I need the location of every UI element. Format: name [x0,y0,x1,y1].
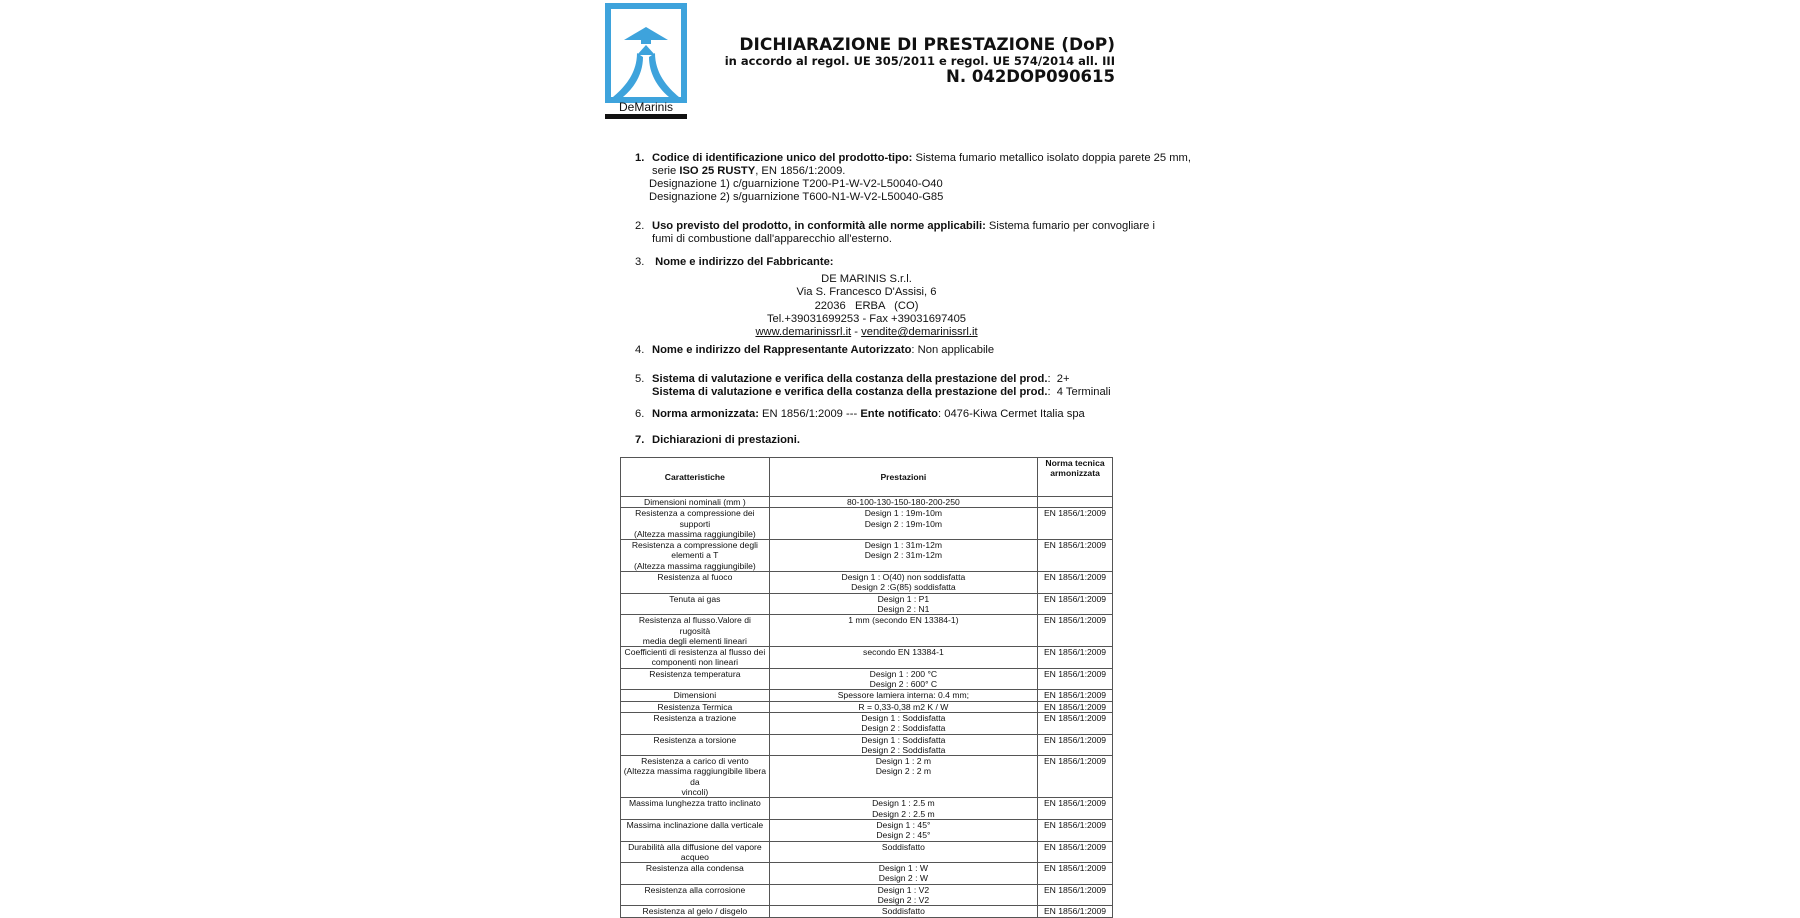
standard-cell: EN 1856/1:2009 [1038,540,1113,572]
performance-cell: R = 0,33-0,38 m2 K / W [769,701,1037,712]
table-row [621,615,1113,647]
standard-cell: EN 1856/1:2009 [1038,863,1113,885]
performance-cell: Soddisfatto [769,841,1037,863]
section-label: Sistema di valutazione e verifica della costanza della prestazione del prod. [652,386,1048,398]
table-row [621,734,1113,756]
street: Via S. Francesco D'Assisi, 6 [796,286,937,299]
table-row [621,756,1113,798]
section-text: serie [652,165,680,177]
performance-cell: Design 1 : Soddisfatta Design 2 : Soddisfatta [769,734,1037,756]
document-title: DICHIARAZIONE DI PRESTAZIONE (DoP) [739,35,1115,55]
product-series: ISO 25 RUSTY [679,165,756,177]
table-row [621,572,1113,594]
section-text: fumi di combustione dall'apparecchio all'esterno. [652,233,892,245]
characteristic-cell: Durabilità alla diffusione del vapore acqueo [621,841,770,863]
table-row [621,863,1113,885]
table-row [621,798,1113,820]
table-row [621,884,1113,906]
section-text: EN 1856/1:2009 --- [758,408,861,420]
table-row [621,668,1113,690]
standard-cell [1038,497,1113,508]
performance-cell: Design 1 : 2 m Design 2 : 2 m [769,756,1037,798]
performance-cell: Soddisfatto [769,906,1037,917]
characteristic-cell: Resistenza a carico di vento (Altezza massima raggiungibile libera da vincoli) [621,756,770,798]
performance-cell: Design 1 : 31m-12m Design 2 : 31m-12m [769,540,1037,572]
performance-cell: Design 1 : 2.5 m Design 2 : 2.5 m [769,798,1037,820]
table-row [621,647,1113,669]
section-label: Norma armonizzata: [652,408,759,420]
section-3 [635,256,834,269]
section-4 [635,344,994,357]
characteristic-cell: Resistenza alla condensa [621,863,770,885]
standard-cell: EN 1856/1:2009 [1038,734,1113,756]
city: 22036 ERBA (CO) [814,299,919,312]
phone-fax: Tel.+39031699253 - Fax +39031697405 [766,312,967,325]
section-number: 6. [635,408,645,420]
section-text: : 4 Terminali [1047,386,1111,398]
characteristic-cell: Resistenza al gelo / disgelo [621,906,770,917]
section-label: Codice di identificazione unico del prodotto-tipo: [652,152,913,164]
table-row [621,712,1113,734]
characteristic-cell: Massima inclinazione dalla verticale [621,819,770,841]
table-row [621,497,1113,508]
section-label: Nome e indirizzo del Fabbricante: [655,256,834,268]
standard-cell: EN 1856/1:2009 [1038,615,1113,647]
characteristic-cell: Dimensioni nominali (mm ) [621,497,770,508]
table-row [621,819,1113,841]
table-row [621,906,1113,917]
section-label: Dichiarazioni di prestazioni. [652,434,800,446]
characteristic-cell: Massima lunghezza tratto inclinato [621,798,770,820]
section-text: : 2+ [1047,373,1070,385]
section-label: Sistema di valutazione e verifica della costanza della prestazione del prod. [652,373,1048,385]
performance-cell: Design 1 : Soddisfatta Design 2 : Soddisfatta [769,712,1037,734]
performance-cell: secondo EN 13384-1 [769,647,1037,669]
section-number: 1. [635,152,645,164]
performance-cell: 1 mm (secondo EN 13384-1) [769,615,1037,647]
document-subtitle: in accordo al regol. UE 305/2011 e regol. UE 574/2014 all. III [724,54,1115,68]
table-row [621,508,1113,540]
section-text: , EN 1856/1:2009. [755,165,846,177]
section-text: Sistema fumario per convogliare i [985,220,1155,232]
table-row [621,540,1113,572]
column-header: Norma tecnica armonizzata [1038,458,1113,497]
company-name: DE MARINIS S.r.l. [821,273,912,285]
standard-cell: EN 1856/1:2009 [1038,593,1113,615]
table-row [621,593,1113,615]
designation-1: Designazione 1) c/guarnizione T200-P1-W-V2-L50040-O40 [649,178,943,190]
characteristic-cell: Resistenza a compressione degli elementi a T (Altezza massima raggiungibile) [621,540,770,572]
email-link[interactable]: vendite@demarinissrl.it [861,326,978,339]
section-number: 5. [635,373,645,385]
table-row [621,701,1113,712]
performance-cell: Design 1 : V2 Design 2 : V2 [769,884,1037,906]
section-number: 3. [635,256,645,268]
standard-cell: EN 1856/1:2009 [1038,906,1113,917]
demarinis-logo [605,3,687,119]
characteristic-cell: Dimensioni [621,690,770,701]
performance-cell: Design 1 : 19m-10m Design 2 : 19m-10m [769,508,1037,540]
section-label: Ente notificato [860,408,939,420]
standard-cell: EN 1856/1:2009 [1038,508,1113,540]
section-number: 7. [635,434,645,446]
section-label: Nome e indirizzo del Rappresentante Autorizzato [652,344,912,356]
section-7 [635,434,800,447]
section-6 [635,408,1085,421]
performance-cell: Design 1 : W Design 2 : W [769,863,1037,885]
section-number: 4. [635,344,645,356]
standard-cell: EN 1856/1:2009 [1038,798,1113,820]
section-text: Sistema fumario metallico isolato doppia parete 25 mm, [912,152,1191,164]
characteristic-cell: Resistenza alla corrosione [621,884,770,906]
section-number: 2. [635,220,645,232]
column-header: Caratteristiche [621,458,770,497]
standard-cell: EN 1856/1:2009 [1038,668,1113,690]
section-1 [635,152,1191,204]
standard-cell: EN 1856/1:2009 [1038,712,1113,734]
separator: - [851,326,862,339]
characteristic-cell: Coefficienti di resistenza al flusso dei componenti non lineari [621,647,770,669]
document-number: N. 042DOP090615 [946,67,1115,86]
performance-cell: Spessore lamiera interna: 0.4 mm; [769,690,1037,701]
performance-cell: Design 1 : O(40) non soddisfatta Design 2 :G(85) soddisfatta [769,572,1037,594]
performance-cell: Design 1 : 45° Design 2 : 45° [769,819,1037,841]
characteristic-cell: Resistenza a compressione dei supporti (Altezza massima raggiungibile) [621,508,770,540]
characteristic-cell: Resistenza a trazione [621,712,770,734]
characteristic-cell: Resistenza a torsione [621,734,770,756]
characteristic-cell: Tenuta ai gas [621,593,770,615]
table-row [621,690,1113,701]
standard-cell: EN 1856/1:2009 [1038,701,1113,712]
standard-cell: EN 1856/1:2009 [1038,884,1113,906]
performance-cell: Design 1 : 200 °C Design 2 : 600° C [769,668,1037,690]
section-label: Uso previsto del prodotto, in conformità alle norme applicabili: [652,220,986,232]
standard-cell: EN 1856/1:2009 [1038,756,1113,798]
performance-cell: 80-100-130-150-180-200-250 [769,497,1037,508]
table-row [621,841,1113,863]
characteristic-cell: Resistenza temperatura [621,668,770,690]
manufacturer-address [620,273,1113,339]
logo-brand-text: DeMarinis [618,100,673,114]
standard-cell: EN 1856/1:2009 [1038,841,1113,863]
characteristic-cell: Resistenza Termica [621,701,770,712]
performance-table [620,457,1113,918]
section-5 [635,373,1111,399]
table-header-row [621,458,1113,497]
section-2 [635,220,1155,246]
section-text: : 0476-Kiwa Cermet Italia spa [938,408,1085,420]
characteristic-cell: Resistenza al flusso.Valore di rugosità media degli elementi lineari [621,615,770,647]
standard-cell: EN 1856/1:2009 [1038,819,1113,841]
standard-cell: EN 1856/1:2009 [1038,572,1113,594]
performance-cell: Design 1 : P1 Design 2 : N1 [769,593,1037,615]
section-text: : Non applicabile [911,344,995,356]
column-header: Prestazioni [769,458,1037,497]
website-link[interactable]: www.demarinissrl.it [755,326,852,339]
characteristic-cell: Resistenza al fuoco [621,572,770,594]
designation-2: Designazione 2) s/guarnizione T600-N1-W-V2-L50040-G85 [649,191,944,203]
standard-cell: EN 1856/1:2009 [1038,647,1113,669]
standard-cell: EN 1856/1:2009 [1038,690,1113,701]
